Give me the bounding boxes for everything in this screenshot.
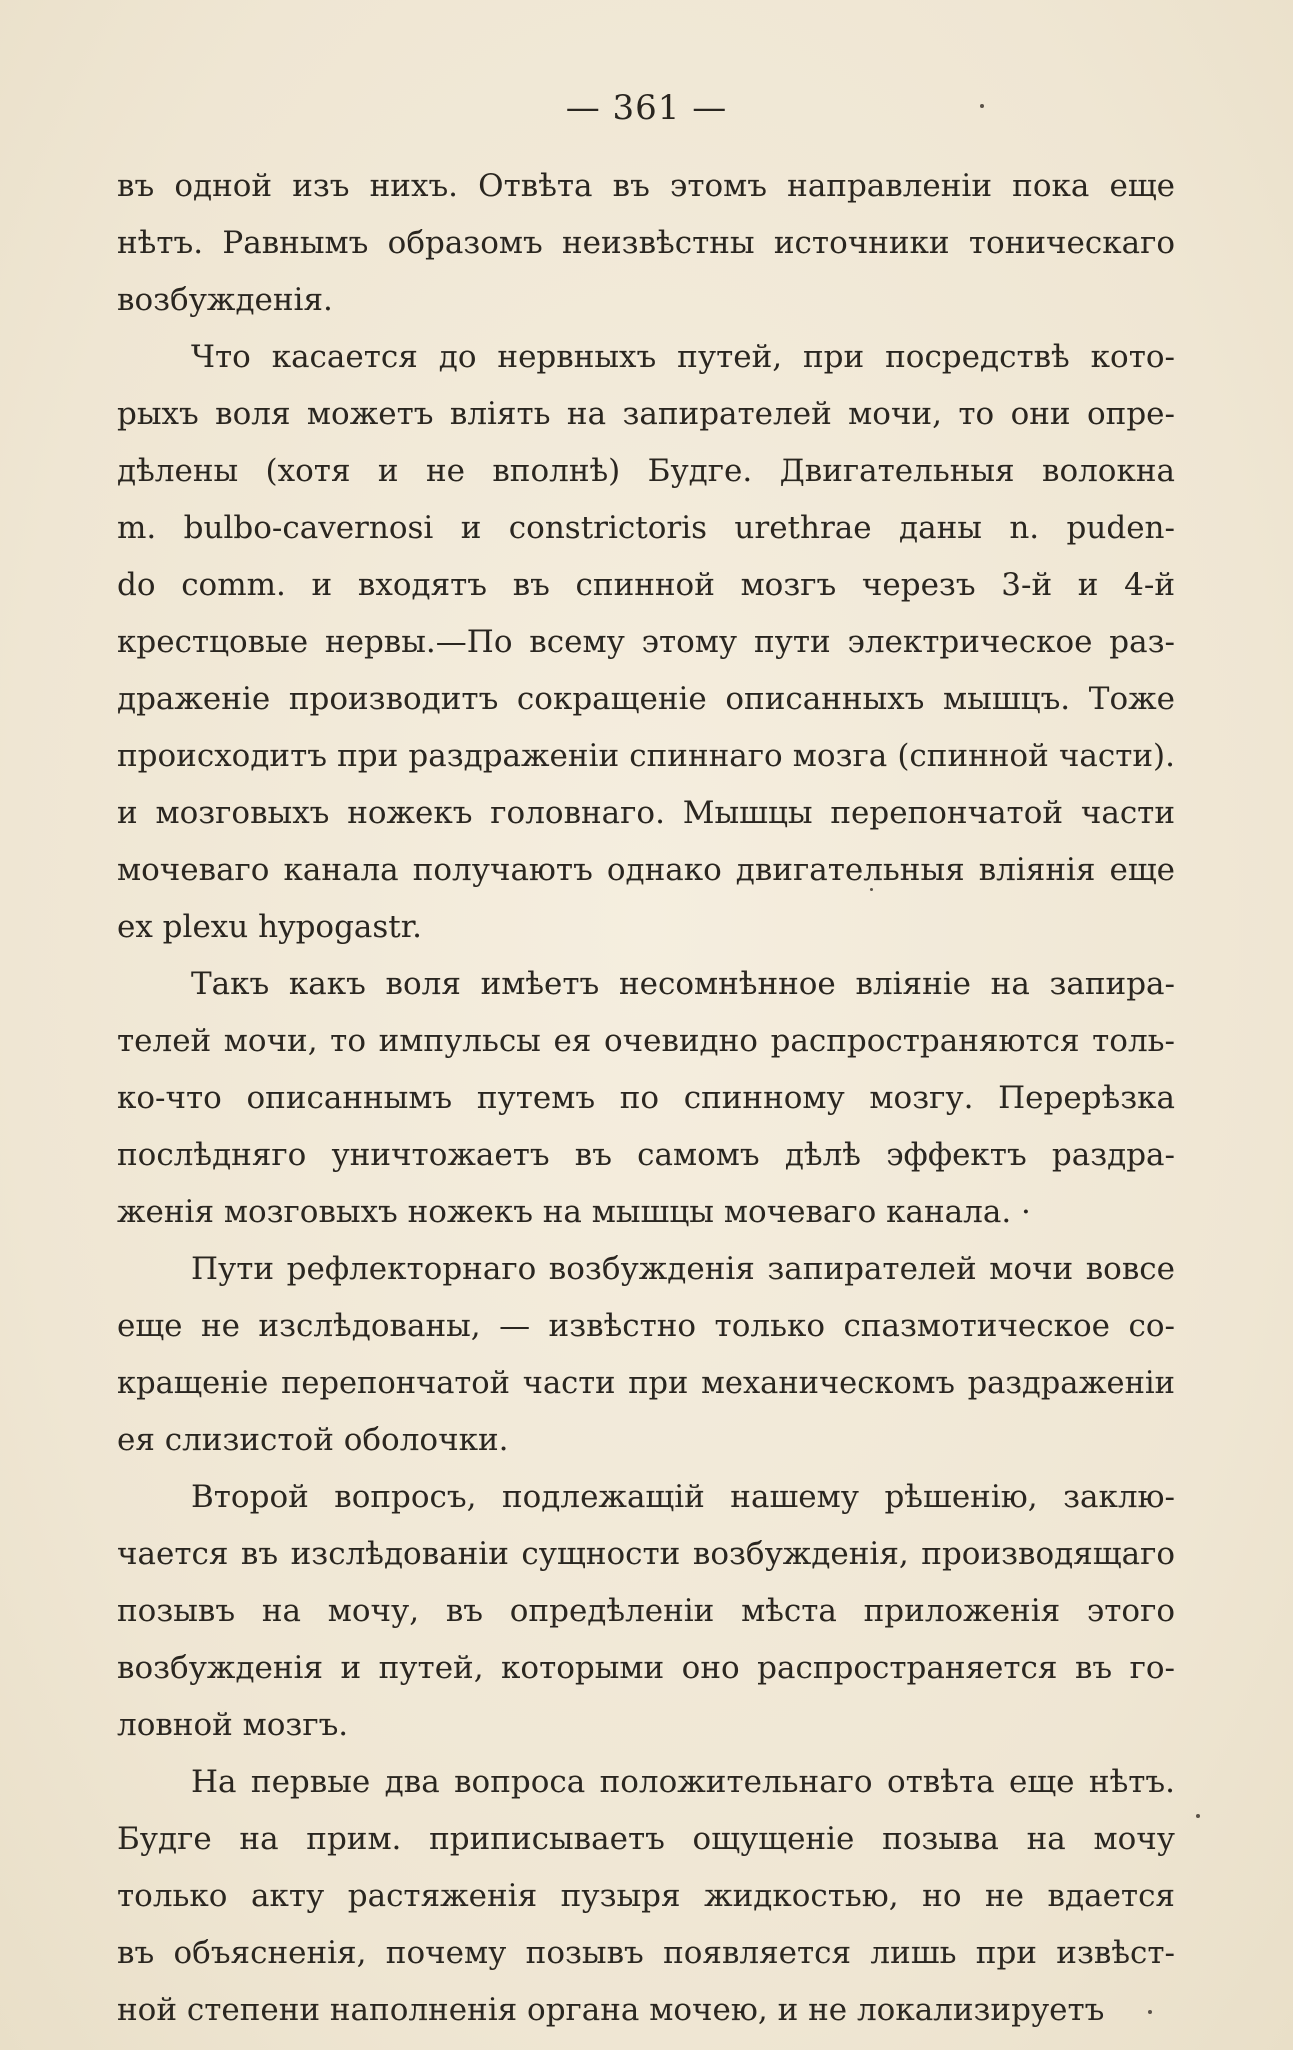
text-line: Пути рефлекторнаго возбужденія запирателей мочи вовсе: [191, 1251, 1175, 1287]
text-line: и мозговыхъ ножекъ головнаго. Мышцы перепончатой части: [117, 795, 1175, 831]
text-line: do comm. и входятъ въ спинной мозгъ черезъ 3-й и 4-й: [117, 567, 1175, 603]
print-speck: [980, 104, 984, 108]
text-line: только акту растяженія пузыря жидкостью, но не вдается: [117, 1878, 1175, 1914]
text-line: Будге на прим. приписываетъ ощущеніе позыва на мочу: [117, 1821, 1175, 1857]
text-line: Такъ какъ воля имѣетъ несомнѣнное влiянiе на запира-: [191, 966, 1175, 1002]
print-speck: [870, 888, 873, 891]
text-line: ея слизистой оболочки.: [117, 1422, 509, 1458]
text-line: возбужденія.: [117, 282, 333, 318]
print-speck: [1196, 1814, 1200, 1818]
text-line: Второй вопросъ, подлежащій нашему рѣшенію, заклю-: [191, 1479, 1175, 1515]
text-line: драженіе производитъ сокращеніе описанныхъ мышцъ. Тоже: [117, 681, 1175, 717]
text-line: возбужденія и путей, которыми оно распространяется въ го-: [117, 1650, 1175, 1686]
text-line: ко-что описаннымъ путемъ по спинному мозгу. Перерѣзка: [117, 1080, 1175, 1116]
text-line: въ объясненія, почему позывъ появляется лишь при извѣст-: [117, 1935, 1175, 1971]
text-line: чается въ изслѣдованіи сущности возбужденія, производящаго: [117, 1536, 1175, 1572]
text-line: крестцовые нервы.—По всему этому пути электрическое раз-: [117, 624, 1175, 660]
paragraph: [117, 329, 1175, 956]
page-body: [117, 158, 1175, 2039]
text-line: рыхъ воля можетъ влiять на запирателей мочи, то они опре-: [117, 396, 1175, 432]
text-line: телей мочи, то импульсы ея очевидно распространяются толь-: [117, 1023, 1175, 1059]
text-line: нѣтъ. Равнымъ образомъ неизвѣстны источники тоническаго: [117, 225, 1175, 261]
text-line: ной степени наполненія органа мочею, и не локализируетъ: [117, 1992, 1105, 2028]
text-line: послѣдняго уничтожаетъ въ самомъ дѣлѣ эффектъ раздра-: [117, 1137, 1175, 1173]
text-line: Что касается до нервныхъ путей, при посредствѣ кото-: [191, 339, 1175, 375]
paragraph: [117, 956, 1175, 1241]
text-line: ловной мозгъ.: [117, 1707, 349, 1743]
text-line: На первые два вопроса положительнаго отвѣта еще нѣтъ.: [191, 1764, 1175, 1800]
text-line: позывъ на мочу, въ опредѣленіи мѣста приложенія этого: [117, 1593, 1175, 1629]
paragraph: [117, 1469, 1175, 1754]
text-line: женія мозговыхъ ножекъ на мышцы мочеваго канала. ·: [117, 1194, 1031, 1230]
paragraph: [117, 1241, 1175, 1469]
print-speck: [1148, 2010, 1152, 2014]
page-number: — 361 —: [565, 88, 728, 128]
text-line: происходитъ при раздраженіи спиннаго мозга (спинной части).: [117, 738, 1175, 774]
text-line: m. bulbo-cavernosi и constrictoris urethrae даны n. puden-: [117, 510, 1175, 546]
text-line: въ одной изъ нихъ. Отвѣта въ этомъ направленіи пока еще: [117, 168, 1175, 204]
text-line: еще не изслѣдованы, — извѣстно только спазмотическое со-: [117, 1308, 1175, 1344]
text-line: кращеніе перепончатой части при механическомъ раздраженіи: [117, 1366, 1175, 1401]
paragraph: [117, 158, 1175, 329]
text-line: дѣлены (хотя и не вполнѣ) Будге. Двигательныя волокна: [117, 453, 1175, 489]
text-line: мочеваго канала получаютъ однако двигательныя влiянiя еще: [117, 852, 1175, 888]
paragraph: [117, 1754, 1175, 2039]
text-line: ex plexu hypogastr.: [117, 909, 423, 945]
